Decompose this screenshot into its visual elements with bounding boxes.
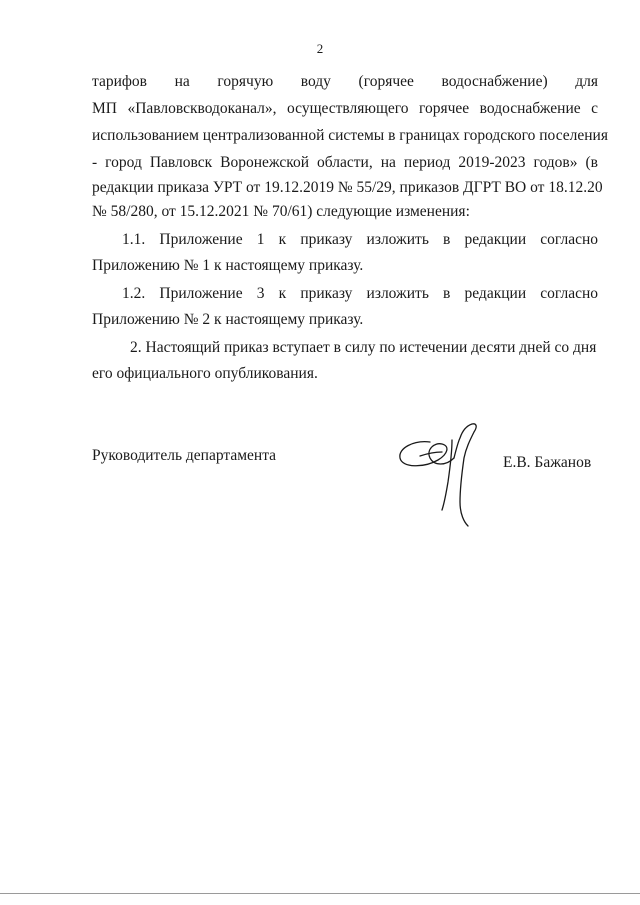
item-2-line-1: 2. Настоящий приказ вступает в силу по истечении десяти дней со дня <box>130 339 597 356</box>
bottom-divider <box>0 893 640 894</box>
page-number: 2 <box>316 41 324 56</box>
signatory-position: Руководитель департамента <box>92 447 277 464</box>
handwritten-signature <box>390 410 500 530</box>
body-line-4: - город Павловск Воронежской области, на период 2019-2023 годов» (в <box>92 154 598 171</box>
body-line-3: использованием централизованной системы в границах городского поселения <box>92 127 608 144</box>
item-2-line-2: его официального опубликования. <box>92 365 318 382</box>
body-line-5: редакции приказа УРТ от 19.12.2019 № 55/29, приказов ДГРТ ВО от 18.12.20 <box>92 179 603 196</box>
item-1-2-line-2: Приложению № 2 к настоящему приказу. <box>92 311 364 328</box>
signatory-name: Е.В. Бажанов <box>503 454 592 471</box>
body-line-2: МП «Павловскводоканал», осуществляющего горячее водоснабжение с <box>92 100 598 117</box>
body-line-1: тарифов на горячую воду (горячее водоснабжение) для <box>92 73 598 90</box>
item-1-2-line-1: 1.2. Приложение 3 к приказу изложить в редакции согласно <box>122 285 598 302</box>
item-1-1-line-1: 1.1. Приложение 1 к приказу изложить в редакции согласно <box>122 231 598 248</box>
item-1-1-line-2: Приложению № 1 к настоящему приказу. <box>92 257 364 274</box>
body-line-6: № 58/280, от 15.12.2021 № 70/61) следующие изменения: <box>92 203 470 220</box>
